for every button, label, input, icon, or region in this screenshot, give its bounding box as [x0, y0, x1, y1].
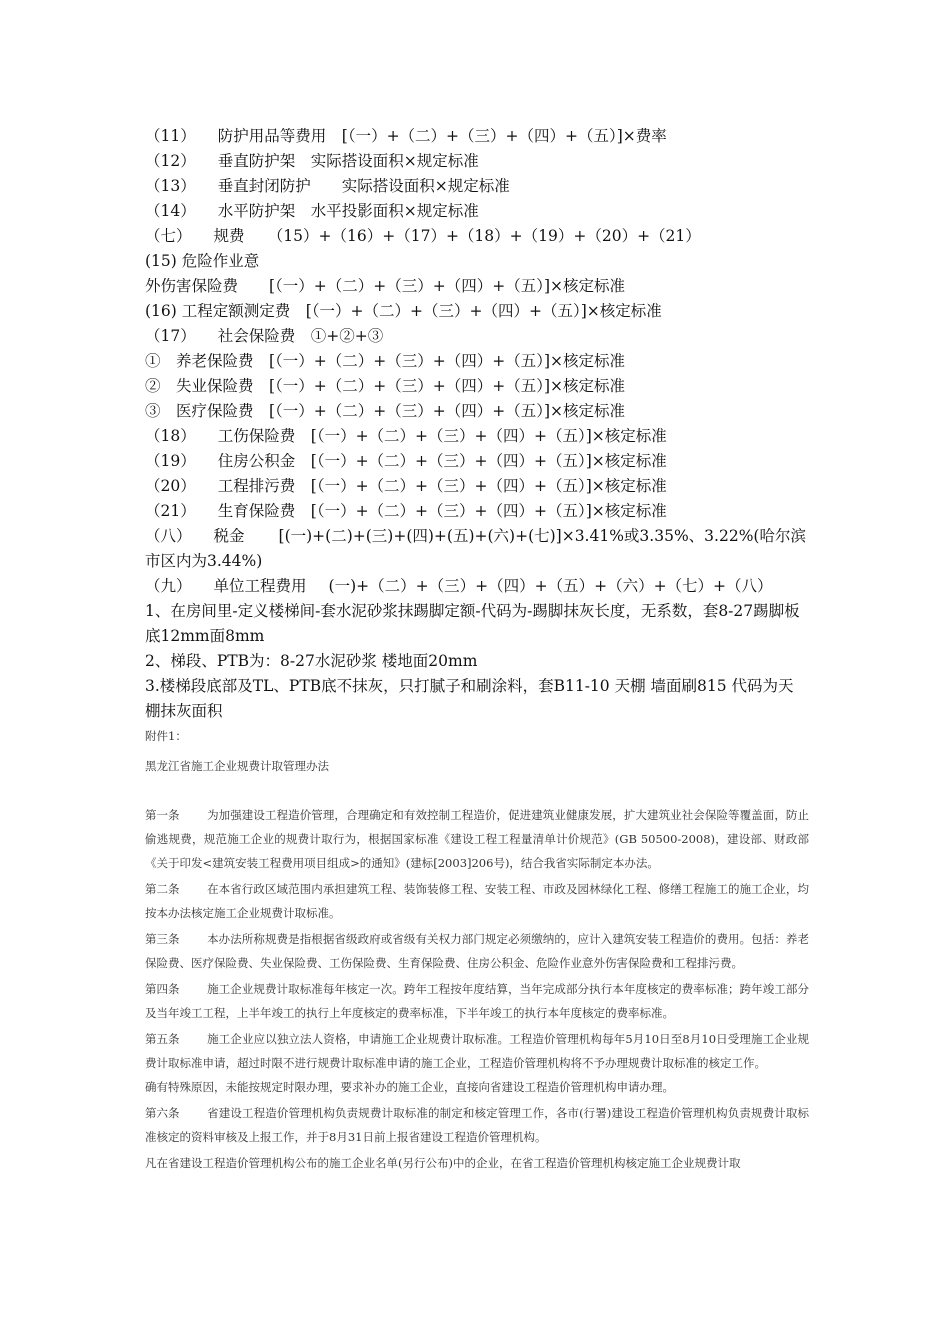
item-number: （13）	[145, 177, 196, 195]
fee-line-15b: 外伤害保险费 [（一）+（二）+（三）+（四）+（五）]×核定标准	[145, 277, 626, 295]
article-6	[145, 1101, 809, 1149]
fee-line-7	[145, 224, 809, 249]
article-label: 第四条	[145, 982, 180, 996]
sub-line-2: ② 失业保险费 [（一）+（二）+（三）+（四）+（五）]×核定标准	[145, 377, 626, 395]
item-number: （14）	[145, 202, 196, 220]
fee-line-14	[145, 199, 809, 224]
item-name: 单位工程费用	[213, 577, 307, 595]
article-label: 第六条	[145, 1106, 180, 1120]
fee-line-13	[145, 174, 809, 199]
article-text: 省建设工程造价管理机构负责规费计取标准的制定和核定管理工作，各市(行署)建设工程造价管理机构负责规费计取标准核定的资料审核及上报工作，并于8月31日前上报省建设工程造价管理机构。	[145, 1106, 809, 1144]
fee-line-12	[145, 149, 809, 174]
item-number: （11）	[145, 127, 196, 145]
item-name: 工程排污费	[217, 477, 296, 495]
article-label: 第五条	[145, 1032, 180, 1046]
tax-line	[145, 524, 809, 574]
document-page	[145, 124, 809, 1175]
article-label: 第三条	[145, 932, 180, 946]
item-name: 水平防护架	[217, 202, 296, 220]
item-name: 住房公积金	[217, 452, 296, 470]
article-text: 在本省行政区域范围内承担建筑工程、装饰装修工程、安装工程、市政及园林绿化工程、修缮工程施工的施工企业，均按本办法核定施工企业规费计取标准。	[145, 882, 809, 920]
item-name: 社会保险费	[217, 327, 296, 345]
item-formula: [（一）+（二）+（三）+（四）+（五）]×核定标准	[310, 452, 667, 470]
item-formula: [（一）+（二）+（三）+（四）+（五）]×费率	[341, 127, 667, 145]
article-label: 第一条	[145, 808, 180, 822]
note-1: 1、在房间里-定义楼梯间-套水泥砂浆抹踢脚定额-代码为-踢脚抹灰长度，无系数，套8-27踢脚板底12mm面8mm	[145, 602, 800, 645]
item-formula: 水平投影面积×规定标准	[310, 202, 479, 220]
document-title: 黑龙江省施工企业规费计取管理办法	[145, 759, 329, 773]
item-name: 规费	[213, 227, 245, 245]
item-number: （12）	[145, 152, 196, 170]
article-text: 为加强建设工程造价管理，合理确定和有效控制工程造价，促进建筑业健康发展，扩大建筑业社会保险等覆盖面，防止偷逃规费，规范施工企业的规费计取行为，根据国家标准《建设工程工程量清单计价规范》(GB 50500-2008)，建设部、财政部《关于印发<建筑安装工程费用项目组成>的通知》(建标[2003]206号)，结合我省实际制定本办法。	[145, 808, 809, 870]
item-name: 工伤保险费	[217, 427, 296, 445]
article-text: 本办法所称规费是指根据省级政府或省级有关权力部门规定必须缴纳的，应计入建筑安装工程造价的费用。包括：养老保险费、医疗保险费、失业保险费、工伤保险费、生育保险费、住房公积金、危险作业意外伤害保险费和工程排污费。	[145, 932, 809, 970]
article-4	[145, 977, 809, 1025]
item-number: （九）	[145, 577, 192, 595]
article-2	[145, 877, 809, 925]
article-3	[145, 927, 809, 975]
item-formula: (一)+（二）+（三）+（四）+（五）+（六）+（七）+（八）	[328, 577, 773, 595]
fee-line-19	[145, 449, 809, 474]
note-2: 2、梯段、PTB为：8-27水泥砂浆 楼地面20mm	[145, 652, 478, 670]
note-3: 3.楼梯段底部及TL、PTB底不抹灰，只打腻子和刷涂料，套B11-10 天棚 墙面刷815 代码为天棚抹灰面积	[145, 677, 794, 720]
item-number: （21）	[145, 502, 196, 520]
item-number: （七）	[145, 227, 192, 245]
article-5-supplement: 确有特殊原因，未能按规定时限办理，要求补办的施工企业，直接向省建设工程造价管理机构申请办理。	[145, 1080, 674, 1094]
item-number: （17）	[145, 327, 196, 345]
fee-line-20	[145, 474, 809, 499]
item-number: （八）	[145, 527, 192, 545]
article-6-continuation: 凡在省建设工程造价管理机构公布的施工企业名单(另行公布)中的企业，在省工程造价管理机构核定施工企业规费计取	[145, 1156, 741, 1170]
item-formula: （15）+（16）+（17）+（18）+（19）+（20）+（21）	[275, 227, 701, 245]
item-number: （18）	[145, 427, 196, 445]
fee-line-17	[145, 324, 809, 349]
item-formula: 实际搭设面积×规定标准	[341, 177, 510, 195]
item-number: （19）	[145, 452, 196, 470]
item-name: 垂直封闭防护	[217, 177, 311, 195]
item-name: 生育保险费	[217, 502, 296, 520]
fee-line-11	[145, 124, 809, 149]
item-formula: ①+②+③	[310, 327, 384, 345]
item-name: 税金	[213, 527, 245, 545]
item-formula: [（一）+（二）+（三）+（四）+（五）]×核定标准	[310, 502, 667, 520]
item-formula: 实际搭设面积×规定标准	[310, 152, 479, 170]
article-1	[145, 803, 809, 875]
article-text: 施工企业应以独立法人资格，申请施工企业规费计取标准。工程造价管理机构每年5月10日至8月10日受理施工企业规费计取标准申请，超过时限不进行规费计取标准申请的施工企业，工程造价管理机构将不予办理规费计取标准的核定工作。	[145, 1032, 809, 1070]
fee-line-18	[145, 424, 809, 449]
article-label: 第二条	[145, 882, 180, 896]
item-name: 防护用品等费用	[217, 127, 327, 145]
item-formula: [（一）+（二）+（三）+（四）+（五）]×核定标准	[310, 427, 667, 445]
unit-cost-line	[145, 574, 809, 599]
sub-line-1: ① 养老保险费 [（一）+（二）+（三）+（四）+（五）]×核定标准	[145, 352, 626, 370]
article-5	[145, 1027, 809, 1075]
attachment-label: 附件1：	[145, 729, 187, 743]
article-text: 施工企业规费计取标准每年核定一次。跨年工程按年度结算，当年完成部分执行本年度核定的费率标准；跨年竣工部分及当年竣工工程，上半年竣工的执行上年度核定的费率标准，下半年竣工的执行本年度核定的费率标准。	[145, 982, 809, 1020]
item-formula: [(一)+(二)+(三)+(四)+(五)+(六)+(七)]×3.41%或3.35%、3.22%(哈尔滨市区内为3.44%)	[145, 527, 806, 570]
fee-line-16: (16) 工程定额测定费 [（一）+（二）+（三）+（四）+（五）]×核定标准	[145, 302, 662, 320]
fee-line-21	[145, 499, 809, 524]
item-number: （20）	[145, 477, 196, 495]
item-formula: [（一）+（二）+（三）+（四）+（五）]×核定标准	[310, 477, 667, 495]
sub-line-3: ③ 医疗保险费 [（一）+（二）+（三）+（四）+（五）]×核定标准	[145, 402, 626, 420]
fee-line-15a: (15) 危险作业意	[145, 252, 260, 270]
item-name: 垂直防护架	[217, 152, 296, 170]
